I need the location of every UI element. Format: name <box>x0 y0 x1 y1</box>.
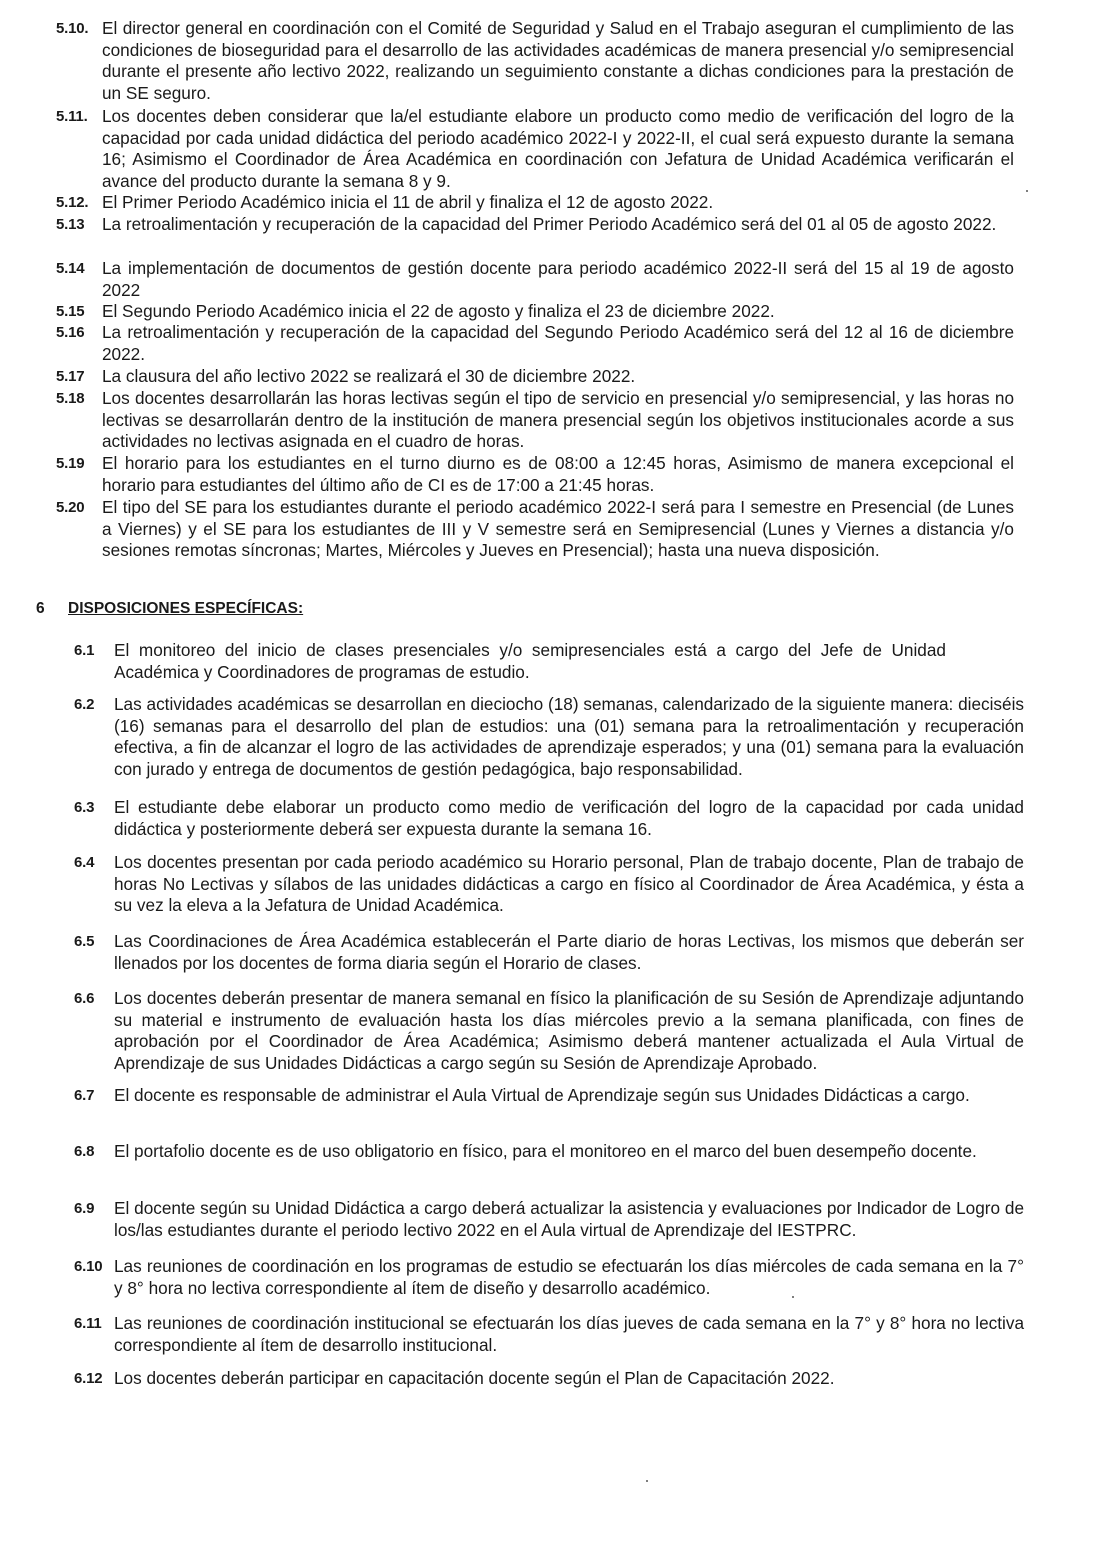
clause-text: El director general en coordinación con el Comité de Seguridad y Salud en el Trabajo aseguran el cumplimiento de las condiciones de bioseguridad para el desarrollo de las actividades académicas de manera presencial y/o semipresencial durante el presente año lectivo 2022, realizando un seguimiento constante a dichas condiciones para la prestación de un SE seguro. <box>102 18 1014 103</box>
clause-5-12 <box>56 192 1014 214</box>
clause-6-1 <box>74 640 1024 683</box>
clause-6-7 <box>74 1085 1024 1107</box>
clause-text: El Segundo Periodo Académico inicia el 22 de agosto y finaliza el 23 de diciembre 2022. <box>102 301 775 321</box>
clause-text: El docente es responsable de administrar el Aula Virtual de Aprendizaje según sus Unidades Didácticas a cargo. <box>114 1085 970 1105</box>
clause-5-20 <box>56 497 1014 562</box>
clause-number: 6.11 <box>74 1315 102 1332</box>
clause-text: El estudiante debe elaborar un producto como medio de verificación del logro de la capacidad por cada unidad didáctica y posteriormente deberá ser expuesta durante la semana 16. <box>114 797 1024 839</box>
clause-text: Los docentes deberán presentar de manera semanal en físico la planificación de su Sesión de Aprendizaje adjuntando su material e instrumento de evaluación hasta los días miércoles previo a la semana planificada, con fines de aprobación por el Coordinador de Área Académica; Asimismo deberá mantener actualizada el Aula Virtual de Aprendizaje de sus Unidades Didácticas a cargo según su Sesión de Aprendizaje Aprobado. <box>114 988 1024 1073</box>
scan-speck <box>646 1480 648 1482</box>
clause-text: Las reuniones de coordinación en los programas de estudio se efectuarán los días miércoles de cada semana en la 7° y 8° hora no lectiva correspondiente al ítem de diseño y desarrollo académico. <box>114 1256 1024 1298</box>
clause-number: 6.7 <box>74 1087 95 1104</box>
clause-number: 6.3 <box>74 799 95 816</box>
clause-number: 5.18 <box>56 390 85 407</box>
clause-6-12 <box>74 1368 1024 1390</box>
clause-6-9 <box>74 1198 1024 1241</box>
clause-text: Las Coordinaciones de Área Académica establecerán el Parte diario de horas Lectivas, los mismos que deberán ser llenados por los docentes de forma diaria según el Horario de clases. <box>114 931 1024 973</box>
clause-text: El portafolio docente es de uso obligatorio en físico, para el monitoreo en el marco del buen desempeño docente. <box>114 1141 977 1161</box>
clause-5-17 <box>56 366 1014 388</box>
clause-number: 6.6 <box>74 990 95 1007</box>
clause-number: 6.10 <box>74 1258 103 1275</box>
clause-text: El monitoreo del inicio de clases presenciales y/o semipresenciales está a cargo del Jefe de Unidad Académica y Coordinadores de programas de estudio. <box>114 640 946 682</box>
clause-text: La retroalimentación y recuperación de la capacidad del Primer Periodo Académico será del 01 al 05 de agosto 2022. <box>102 214 997 234</box>
clause-number: 6.8 <box>74 1143 95 1160</box>
clause-6-2 <box>74 694 1024 780</box>
clause-number: 5.12. <box>56 194 89 211</box>
clause-5-16 <box>56 322 1014 365</box>
section-heading <box>36 600 303 618</box>
clause-5-14 <box>56 258 1014 301</box>
section-number: 6 <box>36 600 45 617</box>
clause-number: 6.9 <box>74 1200 95 1217</box>
clause-number: 5.19 <box>56 455 85 472</box>
clause-number: 6.4 <box>74 854 95 871</box>
section-title: DISPOSICIONES ESPECÍFICAS: <box>68 600 304 617</box>
clause-6-6 <box>74 988 1024 1074</box>
clause-text: Los docentes deben considerar que la/el estudiante elabore un producto como medio de verificación del logro de la capacidad por cada unidad didáctica del periodo académico 2022-I y 2022-II, el cual será expuesto durante la semana 16; Asimismo el Coordinador de Área Académica en coordinación con Jefatura de Unidad Académica verificarán el avance del producto durante la semana 8 y 9. <box>102 106 1014 191</box>
scan-speck <box>792 1296 794 1298</box>
clause-text: El horario para los estudiantes en el turno diurno es de 08:00 a 12:45 horas, Asimismo de manera excepcional el horario para estudiantes del último año de CI es de 17:00 a 21:45 horas. <box>102 453 1014 495</box>
scan-speck <box>1026 190 1028 192</box>
clause-number: 6.2 <box>74 696 95 713</box>
clause-number: 5.17 <box>56 368 85 385</box>
clause-5-18 <box>56 388 1014 453</box>
clause-5-11 <box>56 106 1014 192</box>
clause-text: El docente según su Unidad Didáctica a cargo deberá actualizar la asistencia y evaluaciones por Indicador de Logro de los/las estudiantes durante el periodo lectivo 2022 en el Aula virtual de Aprendizaje del IESTPRC. <box>114 1198 1024 1240</box>
clause-number: 5.11. <box>56 108 88 125</box>
clause-6-10 <box>74 1256 1024 1299</box>
clause-number: 5.15 <box>56 303 85 320</box>
clause-6-5 <box>74 931 1024 974</box>
clause-6-3 <box>74 797 1024 840</box>
clause-number: 5.16 <box>56 324 85 341</box>
clause-number: 5.13 <box>56 216 85 233</box>
clause-text: Los docentes presentan por cada periodo académico su Horario personal, Plan de trabajo docente, Plan de trabajo de horas No Lectivas y sílabos de las unidades didácticas a cargo en físico al Coordinador de Área Académica, y ésta a su vez la eleva a la Jefatura de Unidad Académica. <box>114 852 1024 915</box>
clause-5-15 <box>56 301 1014 323</box>
clause-text: Los docentes desarrollarán las horas lectivas según el tipo de servicio en presencial y/o semipresencial, y las horas no lectivas se desarrollarán dentro de la institución de manera presencial según los objetivos institucionales acorde a sus actividades no lectivas asignada en el cuadro de horas. <box>102 388 1014 451</box>
clause-text: La retroalimentación y recuperación de la capacidad del Segundo Periodo Académico será del 12 al 16 de diciembre 2022. <box>102 322 1014 364</box>
clause-number: 5.14 <box>56 260 85 277</box>
clause-number: 6.1 <box>74 642 95 659</box>
clause-text: El tipo del SE para los estudiantes durante el periodo académico 2022-I será para I semestre en Presencial (de Lunes a Viernes) y el SE para los estudiantes de III y V semestre será en Semipresencial (Lunes y Viernes a distancia y/o sesiones remotas síncronas; Martes, Miércoles y Jueves en Presencial); hasta una nueva disposición. <box>102 497 1014 560</box>
clause-number: 5.10. <box>56 20 89 37</box>
clause-5-19 <box>56 453 1014 496</box>
clause-number: 5.20 <box>56 499 85 516</box>
clause-5-10 <box>56 18 1014 104</box>
clause-6-11 <box>74 1313 1024 1356</box>
clause-6-4 <box>74 852 1024 917</box>
clause-5-13 <box>56 214 1014 236</box>
clause-text: Los docentes deberán participar en capacitación docente según el Plan de Capacitación 2022. <box>114 1368 835 1388</box>
clause-6-8 <box>74 1141 1024 1163</box>
clause-number: 6.12 <box>74 1370 103 1387</box>
clause-text: El Primer Periodo Académico inicia el 11 de abril y finaliza el 12 de agosto 2022. <box>102 192 714 212</box>
clause-text: Las reuniones de coordinación institucional se efectuarán los días jueves de cada semana en la 7° y 8° hora no lectiva correspondiente al ítem de desarrollo institucional. <box>114 1313 1024 1355</box>
clause-text: La clausura del año lectivo 2022 se realizará el 30 de diciembre 2022. <box>102 366 636 386</box>
clause-number: 6.5 <box>74 933 95 950</box>
clause-text: La implementación de documentos de gestión docente para periodo académico 2022-II será del 15 al 19 de agosto 2022 <box>102 258 1014 300</box>
clause-text: Las actividades académicas se desarrollan en dieciocho (18) semanas, calendarizado de la siguiente manera: dieciséis (16) semanas para el desarrollo del plan de estudios: una (01) semana para la retroalimentación y recuperación efectiva, a fin de alcanzar el logro de las actividades de aprendizaje esperados; y una (01) semana para la evaluación con jurado y entrega de documentos de gestión pedagógica, bajo responsabilidad. <box>114 694 1024 779</box>
